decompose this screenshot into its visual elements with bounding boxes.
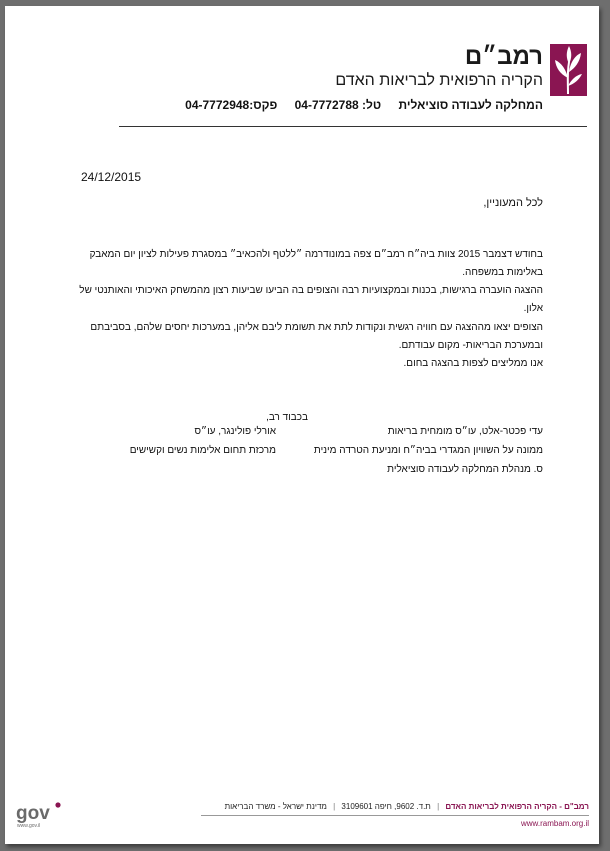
letter-paragraph: אנו ממליצים לצפות בהצגה בחום. (403, 358, 543, 369)
letter-paragraph: הצופים יצאו מההצגה עם חוויה רגשית ונקודות לתת את תשומת ליבם אליהן, במערכות יחסים שלהם, בסביבתם ובמערכת הבריאות- מקום עבודתם. (90, 322, 543, 351)
signature-title: מרכזת תחום אלימות נשים וקשישים (129, 445, 276, 456)
letter-date: 24/12/2015 (81, 170, 142, 184)
phone-number: טל: 04-7772788 (294, 98, 382, 112)
rambam-logo-icon (550, 44, 587, 96)
letter-page (5, 6, 599, 844)
footer-info-line: רמב"ם - הקריה הרפואית לבריאות האדם | ת.ד. 9602, חיפה 3109601 | מדינת ישראל - משרד הבריאות (224, 802, 589, 811)
signature-title: ממונה על השוויון המגדרי בביה״ח ומניעת הטרדה מינית (313, 445, 543, 456)
footer-org: רמב"ם - הקריה הרפואית לבריאות האדם (445, 802, 589, 811)
footer-website-link[interactable]: www.rambam.org.il (520, 819, 589, 828)
signature-title: ס. מנהלת המחלקה לעבודה סוציאלית (387, 464, 543, 475)
fax-number: פקס:04-7772948 (185, 98, 278, 112)
gov-logo-icon (15, 799, 63, 829)
signature-block-orly (86, 422, 276, 460)
letter-closing: בכבוד רב, (266, 412, 308, 423)
department-name: המחלקה לעבודה סוציאלית (398, 98, 543, 112)
brand-name: רמב״ם (464, 43, 543, 70)
letter-paragraph: בחודש דצמבר 2015 צוות ביה״ח רמב״ם צפה במונודרמה ״ללטף ולהכאיב״ במסגרת פעילות לציון יום המאבק באלימות במשפחה. (89, 249, 543, 278)
department-contact-line (171, 98, 543, 112)
brand-subtitle: הקריה הרפואית לבריאות האדם (335, 72, 543, 89)
footer-divider (201, 815, 589, 816)
footer-address: ת.ד. 9602, חיפה 3109601 (341, 802, 431, 811)
gov-logo-text: gov (16, 803, 50, 824)
signature-name: עדי פכטר-אלט, עו״ס מומחית בריאות (387, 426, 543, 437)
signature-name: אורלי פולינגר, עו״ס (194, 426, 276, 437)
letter-greeting: לכל המעוניין, (483, 197, 543, 209)
signature-block-adi (313, 422, 543, 479)
footer-ministry: מדינת ישראל - משרד הבריאות (224, 802, 327, 811)
letter-paragraph: ההצגה הועברה ברגישות, בכנות ובמקצועיות רבה והצופים בה הביעו שביעות רצון מהמשחק האיכותי והאותנטי של אלון. (79, 285, 543, 314)
header-divider (119, 126, 587, 127)
gov-logo-url: www.gov.il (17, 823, 41, 829)
